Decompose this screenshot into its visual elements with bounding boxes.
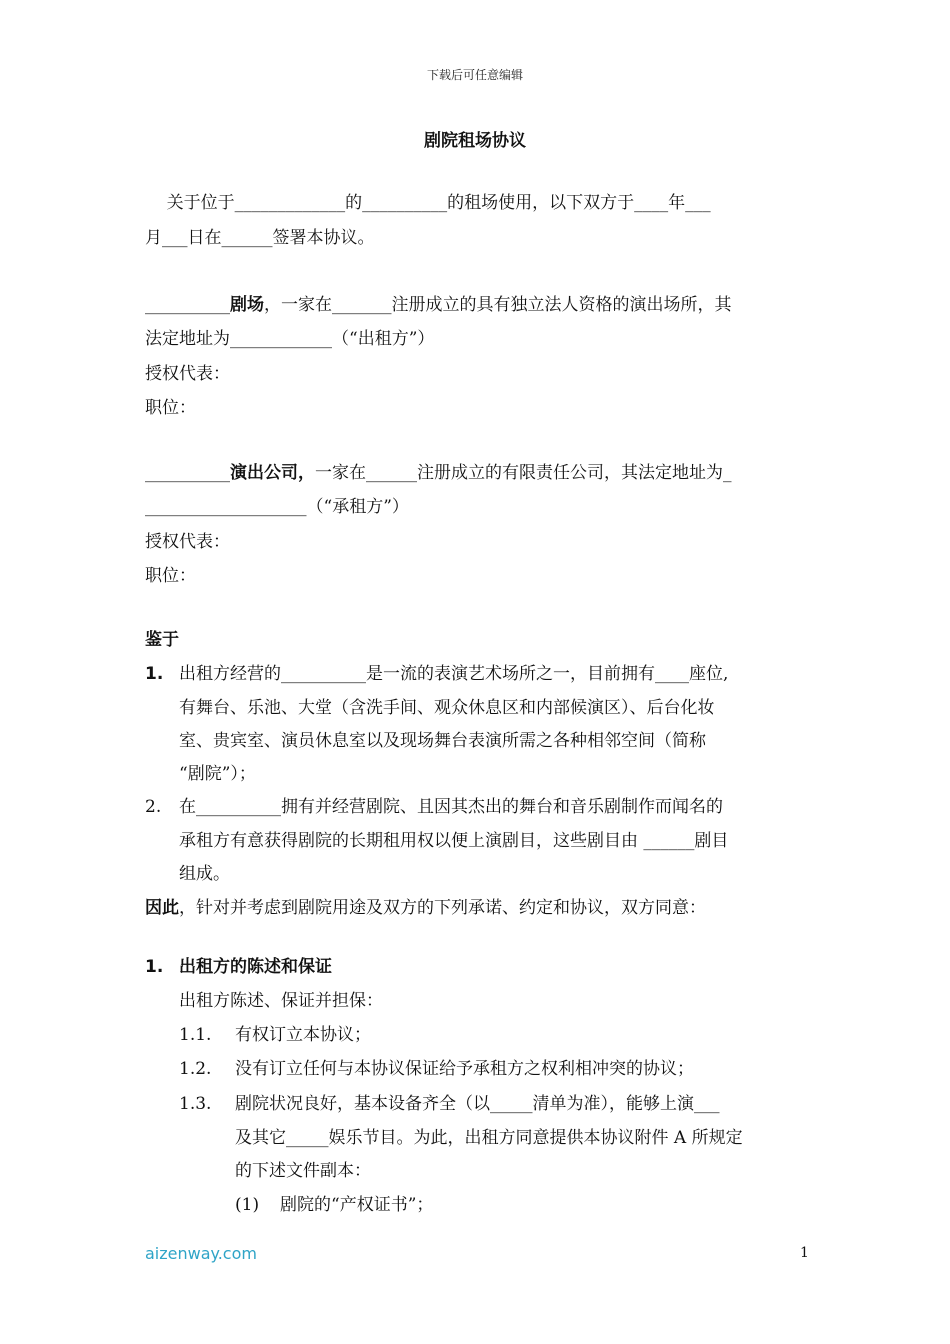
clause-1-3-number: 1.3.: [179, 1094, 212, 1114]
section-1-heading: 出租方的陈述和保证: [179, 957, 332, 977]
lessee-description: 一家在______注册成立的有限责任公司，其法定地址为_: [315, 463, 732, 483]
page-number: 1: [800, 1245, 809, 1261]
document-title: 剧院租场协议: [424, 131, 526, 151]
lessee-line-2: ___________________（“承租方”）: [145, 497, 409, 517]
intro-line-2: 月___日在______签署本协议。: [145, 228, 375, 248]
lessor-name: 剧场: [230, 295, 264, 315]
section-1-intro: 出租方陈述、保证并担保：: [179, 991, 383, 1011]
lessor-description: ，一家在_______注册成立的具有独立法人资格的演出场所，其: [264, 295, 732, 315]
lessor-position: 职位：: [145, 398, 196, 418]
subclause-1-number: (1): [235, 1195, 260, 1215]
clause-1-3-line-2: 及其它_____娱乐节目。为此，出租方同意提供本协议附件 A 所规定: [235, 1128, 743, 1148]
lessee-position: 职位：: [145, 566, 196, 586]
header-note: 下载后可任意编辑: [426, 68, 523, 82]
lessee-line-1: [145, 461, 732, 485]
clause-1-3-line-1: 剧院状况良好，基本设备齐全（以_____清单为准），能够上演___: [235, 1094, 720, 1114]
whereas-item-2-line-3: 组成。: [179, 864, 230, 884]
clause-1-1-text: 有权订立本协议；: [235, 1025, 371, 1045]
whereas-item-1-line-1: 出租方经营的__________是一流的表演艺术场所之一，目前拥有____座位,: [179, 664, 729, 684]
clause-1-2-number: 1.2.: [179, 1059, 212, 1079]
whereas-item-1-line-4: “剧院”）；: [179, 764, 256, 784]
therefore-label: 因此: [145, 898, 179, 918]
whereas-item-2-line-1: 在__________拥有并经营剧院、且因其杰出的舞台和音乐剧制作而闻名的: [179, 797, 723, 817]
footer-website-link[interactable]: aizenway.com: [145, 1244, 257, 1263]
clause-1-3-line-3: 的下述文件副本：: [235, 1161, 371, 1181]
therefore-line: [145, 896, 706, 920]
intro-line-1: 关于位于_____________的__________的租场使用，以下双方于____年___: [145, 193, 711, 213]
section-1-number: 1.: [145, 957, 164, 977]
lessor-rep: 授权代表：: [145, 364, 230, 384]
whereas-heading: 鉴于: [145, 630, 179, 650]
subclause-1-text: 剧院的“产权证书”；: [280, 1195, 434, 1215]
lessor-name-blank: __________: [145, 295, 230, 315]
whereas-item-2-line-2: 承租方有意获得剧院的长期租用权以便上演剧目，这些剧目由 ______剧目: [179, 831, 729, 851]
lessor-line-1: [145, 293, 732, 317]
clause-1-2-text: 没有订立任何与本协议保证给予承租方之权利相冲突的协议；: [235, 1059, 694, 1079]
whereas-item-1-line-2: 有舞台、乐池、大堂（含洗手间、观众休息区和内部候演区）、后台化妆: [179, 698, 715, 718]
whereas-item-1-number: 1.: [145, 664, 164, 684]
lessee-rep: 授权代表：: [145, 532, 230, 552]
lessee-name-blank: __________: [145, 463, 230, 483]
lessor-line-2: 法定地址为____________（“出租方”）: [145, 329, 435, 349]
therefore-text: ，针对并考虑到剧院用途及双方的下列承诺、约定和协议，双方同意：: [179, 898, 706, 918]
whereas-item-2-number: 2.: [145, 797, 162, 817]
whereas-item-1-line-3: 室、贵宾室、演员休息室以及现场舞台表演所需之各种相邻空间（简称: [179, 731, 706, 751]
clause-1-1-number: 1.1.: [179, 1025, 212, 1045]
lessee-name: 演出公司，: [230, 463, 315, 483]
